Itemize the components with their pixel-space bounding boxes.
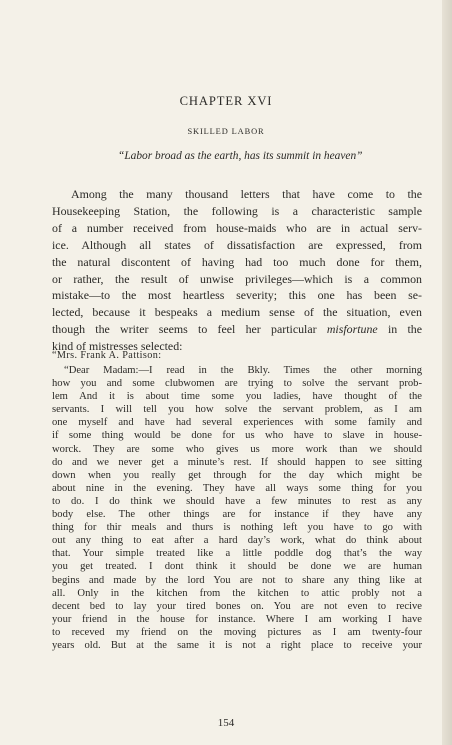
- letter-line: if some thing would be done for us who have to slave in house-: [52, 430, 422, 442]
- letter-line: lem And it is about time some you ladies, have thought of the: [52, 391, 422, 403]
- paragraph-line: or rather, the result of unwise privileges—which is a common: [52, 271, 422, 286]
- intro-paragraph: [52, 186, 422, 355]
- paragraph-line: [52, 321, 422, 338]
- paragraph-line: the natural discontent of having had too much done for them,: [52, 254, 422, 269]
- letter-salutation: “Mrs. Frank A. Pattison:: [52, 350, 162, 361]
- page-number: 154: [217, 717, 235, 729]
- letter-line: that. Your simple treated like a little poddle dog that’s the way: [52, 548, 422, 560]
- letter-line: about nine in the evening. They have all ways some thing for you: [52, 482, 422, 494]
- letter-line: down when you really get through for the day which might be: [52, 469, 422, 481]
- letter-line: how you and some clubwomen are trying to solve the servant prob-: [52, 378, 422, 390]
- letter-line: years old. But at the same it is not a right place to receive your: [52, 639, 422, 651]
- letter-line: to do. I do think we should have a few minutes to rest as any: [52, 495, 422, 507]
- paragraph-line: Housekeeping Station, the following is a characteristic sample: [52, 203, 422, 218]
- letter-line: to receved my friend on the moving pictures as I am twenty-four: [52, 626, 422, 638]
- epigraph: “Labor broad as the earth, has its summit in heaven”: [118, 150, 363, 162]
- paragraph-line: ice. Although all states of dissatisfaction are expressed, from: [52, 237, 422, 252]
- letter-line: do and we never get a minute’s rest. If should happen to see sitting: [52, 456, 422, 468]
- paragraph-line: kind of mistresses selected:: [52, 339, 183, 354]
- letter-body: [52, 364, 422, 652]
- emphasis-misfortune: misfortune: [326, 322, 378, 337]
- paragraph-line: lected, because it bespeaks a medium sense of the situation, even: [52, 305, 422, 320]
- letter-line: all. Only in the kitchen from the kitchen to attic probly not a: [52, 587, 422, 599]
- letter-line: worck. They are some who gives us more work than we should: [52, 443, 422, 455]
- line-text: though the writer seems to feel her particular: [52, 322, 327, 337]
- chapter-heading: CHAPTER XVI: [179, 94, 273, 108]
- letter-line: body else. The other things are for instance if they have any: [52, 509, 422, 521]
- letter-line: thing for thir meals and thurs is nothing left you have to go with: [52, 522, 422, 534]
- section-heading: SKILLED LABOR: [187, 127, 265, 136]
- letter-line: “Dear Madam:—I read in the Bkly. Times the other morning: [64, 365, 422, 376]
- letter-line: your friend in the house for instance. Where I am working I have: [52, 613, 422, 625]
- letter-line: one myself and have had several experiences with some family and: [52, 417, 422, 429]
- paragraph-line: mistake—to the most heartless severity; this one has been se-: [52, 288, 422, 303]
- letter-line: servants. I will tell you how solve the servant problem, as I am: [52, 404, 422, 416]
- letter-line: out any thing to eat after a hard day’s work, what do think about: [52, 535, 422, 547]
- page-edge: [442, 0, 452, 745]
- letter-line: decent bed to lay your tired bones on. You are not even to recive: [52, 600, 422, 612]
- line-text: in the: [377, 322, 422, 337]
- letter-line: you get treated. I dont think it should be done we are human: [52, 561, 422, 573]
- paragraph-line: Among the many thousand letters that have come to the: [71, 187, 422, 201]
- paragraph-line: of a number received from house-maids who are in actual serv-: [52, 220, 422, 235]
- letter-line: begins and made by the lord You are not to share any thing like at: [52, 574, 422, 586]
